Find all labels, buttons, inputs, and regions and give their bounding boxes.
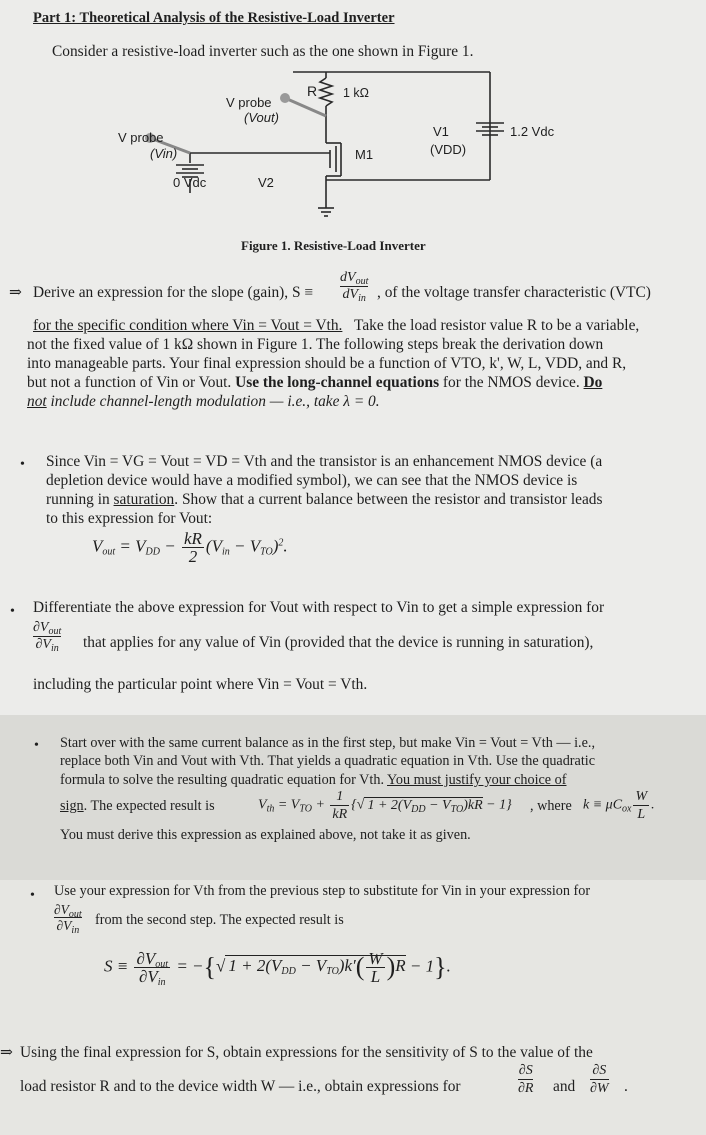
v1-sub-label: (VDD) bbox=[430, 142, 467, 157]
k-definition: $k \equiv \mu C_{ox}$ $\frac{W}{L}$ . bbox=[583, 789, 655, 822]
bullet2-line2: that applies for any value of Vin (provided that the device is running in saturation), bbox=[83, 634, 594, 651]
resistor-value: 1 kΩ bbox=[343, 86, 370, 100]
bullet4-line1: Use your expression for Vth from the previous step to substitute for Vin in your expression for bbox=[54, 883, 591, 899]
circuit-diagram bbox=[110, 68, 570, 233]
bullet-icon: • bbox=[34, 738, 39, 753]
v2-value: 0 Vdc bbox=[173, 175, 207, 190]
v1-value: 1.2 Vdc bbox=[510, 124, 555, 139]
bullet2-line3: including the particular point where Vin = Vout = Vth. bbox=[33, 676, 368, 693]
m1-label: M1 bbox=[355, 147, 374, 162]
task1-line2: Take the load resistor value R to be a variable, bbox=[354, 317, 640, 334]
bullet-icon: • bbox=[10, 604, 15, 619]
task1-line6: not include channel-length modulation — i.e., take λ = 0. bbox=[27, 393, 380, 410]
bullet3-line4-a: sign. The expected result is bbox=[60, 798, 215, 814]
figure-caption: Figure 1. Resistive-Load Inverter bbox=[241, 238, 426, 253]
probe-out-label: V probe bbox=[226, 95, 272, 110]
task1-line5: but not a function of Vin or Vout. Use the long-channel equations for the NMOS device. Do bbox=[27, 374, 603, 391]
bullet-icon: • bbox=[20, 457, 25, 472]
bullet4-line2: from the second step. The expected result is bbox=[95, 912, 344, 928]
dvout-dvin-fraction: $dV_{out}$ $dV_{in}$ bbox=[340, 270, 369, 304]
bullet3-line5: You must derive this expression as explained above, not take it as given. bbox=[60, 827, 471, 843]
v1-label: V1 bbox=[433, 124, 449, 139]
resistor-label: R bbox=[307, 83, 318, 99]
v2-label: V2 bbox=[258, 175, 274, 190]
part-title: Part 1: Theoretical Analysis of the Resistive-Load Inverter bbox=[33, 10, 395, 26]
probe-in-label: V probe bbox=[118, 130, 164, 145]
task2-period: . bbox=[624, 1078, 628, 1095]
task1-line1a: Derive an expression for the slope (gain), S ≡ bbox=[33, 284, 314, 301]
bullet1-line2: depletion device would have a modified symbol), we can see that the NMOS device is bbox=[46, 472, 578, 489]
task2-line2a: load resistor R and to the device width W — i.e., obtain expressions for bbox=[20, 1078, 461, 1095]
intro-text: Consider a resistive-load inverter such as the one shown in Figure 1. bbox=[52, 43, 474, 60]
task2-arrow: ⇒ bbox=[0, 1044, 13, 1061]
task1-line4: into manageable parts. Your final expression should be a function of VTO, k', W, L, VDD, and R, bbox=[27, 355, 627, 372]
vout-equation: $V_{out} = V_{DD}$ − $\frac{kR}{2}$ $(V_{in} - V_{TO})^2$. bbox=[92, 529, 288, 566]
task2-line1: Using the final expression for S, obtain expressions for the sensitivity of S to the value of the bbox=[20, 1044, 593, 1061]
task1-line1b: , of the voltage transfer characteristic (VTC) bbox=[377, 284, 651, 301]
probe-out-sub: (Vout) bbox=[244, 110, 279, 125]
bullet-icon: • bbox=[30, 888, 35, 903]
ds-dw-fraction: ∂S ∂W bbox=[590, 1063, 609, 1096]
bullet2-line1: Differentiate the above expression for Vout with respect to Vin to get a simple expression for bbox=[33, 599, 605, 616]
vth-equation: $V_{th} = V_{TO}$ + $\frac{1}{kR}$ {√ $1 + 2(V_{DD} - V_{TO})kR - 1$} bbox=[258, 789, 512, 822]
partial-fraction: $\partial V_{out}$ $\partial V_{in}$ bbox=[54, 902, 82, 936]
bullet1-line4: to this expression for Vout: bbox=[46, 510, 213, 527]
bullet3-line3: formula to solve the resulting quadratic equation for Vth. You must justify your choice of bbox=[60, 772, 567, 788]
task2-line2b: and bbox=[553, 1078, 576, 1095]
bullet1-line3: running in saturation. Show that a current balance between the resistor and transistor leads bbox=[46, 491, 603, 508]
ds-dr-fraction: ∂S ∂R bbox=[518, 1063, 534, 1096]
bullet3-line2: replace both Vin and Vout with Vth. That yields a quadratic equation in Vth. Use the quadratic bbox=[60, 753, 596, 769]
task1-line3: not the fixed value of 1 kΩ shown in Figure 1. The following steps break the derivation down bbox=[27, 336, 604, 353]
bullet1-line1: Since Vin = VG = Vout = VD = Vth and the transistor is an enhancement NMOS device (a bbox=[46, 453, 603, 470]
slope-equation: S ≡ $\frac{\partial V_{out}}{\partial V_{in}}$ = −{√ $1 + 2(V_{DD} - V_{TO})k'$( $\frac{W}{L}$ )R − 1}. bbox=[104, 949, 451, 988]
task1-arrow: ⇒ bbox=[9, 284, 22, 301]
probe-in-sub: (Vin) bbox=[150, 146, 178, 161]
bullet3-line4-c: , where bbox=[530, 798, 572, 814]
bullet3-line1: Start over with the same current balance as in the first step, but make Vin = Vout = Vth — i.e., bbox=[60, 735, 595, 751]
partial-fraction: $\partial V_{out}$ $\partial V_{in}$ bbox=[33, 620, 62, 654]
task1-line2-underlined: for the specific condition where Vin = Vout = Vth. bbox=[33, 317, 343, 334]
